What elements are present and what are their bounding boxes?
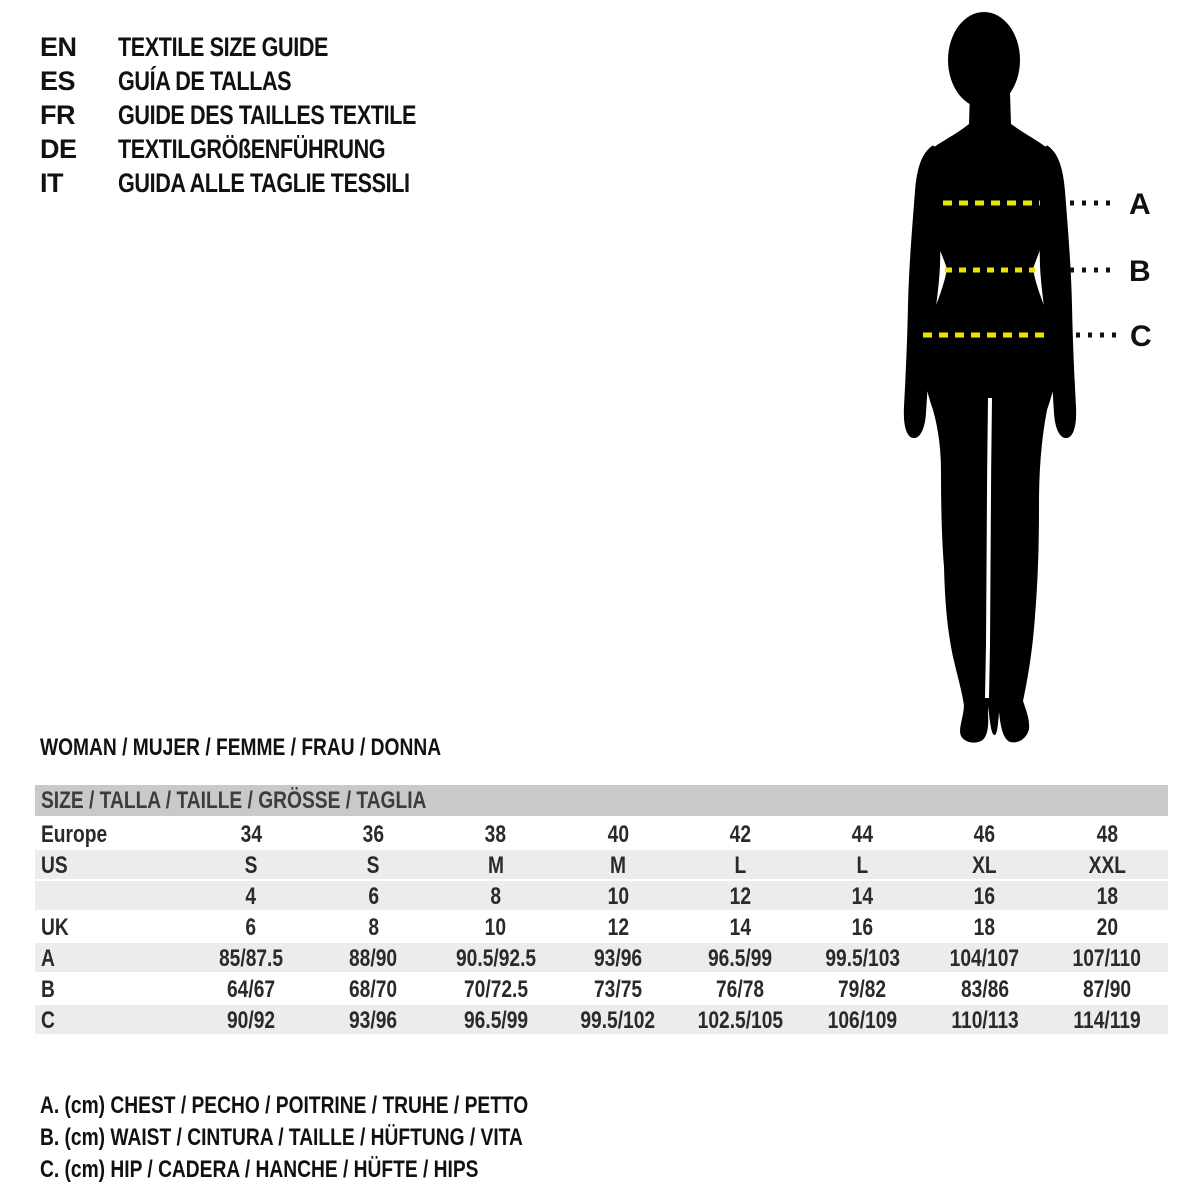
language-code: DE bbox=[40, 134, 77, 164]
size-cell: S bbox=[244, 852, 258, 879]
size-cell: 68/70 bbox=[349, 976, 398, 1003]
legend-hip: C. (cm) HIP / CADERA / HANCHE / HÜFTE / HIPS bbox=[40, 1156, 479, 1183]
measurement-figure bbox=[880, 0, 1200, 750]
language-title-list bbox=[40, 30, 491, 200]
language-code: FR bbox=[40, 100, 75, 130]
size-cell: 12 bbox=[729, 883, 751, 910]
size-cell: 14 bbox=[729, 914, 751, 941]
guide-title: TEXTILE SIZE GUIDE bbox=[118, 32, 329, 62]
size-cell: 40 bbox=[607, 821, 629, 848]
size-cell: 70/72.5 bbox=[463, 976, 528, 1003]
size-cell: 99.5/103 bbox=[824, 945, 900, 972]
size-cell: 18 bbox=[1096, 883, 1118, 910]
language-row-fr bbox=[40, 98, 491, 132]
size-cell: 110/113 bbox=[950, 1007, 1019, 1034]
legend-chest: A. (cm) CHEST / PECHO / POITRINE / TRUHE / PETTO bbox=[40, 1092, 529, 1119]
size-cell: 46 bbox=[973, 821, 996, 848]
size-cell: 36 bbox=[362, 821, 385, 848]
size-cell: 90.5/92.5 bbox=[455, 945, 536, 972]
size-row-us bbox=[35, 850, 1168, 881]
size-cell: 99.5/102 bbox=[580, 1007, 656, 1034]
size-cell: 10 bbox=[607, 883, 629, 910]
waist-label: B bbox=[1129, 255, 1151, 288]
size-cell: 48 bbox=[1096, 821, 1118, 848]
row-label: C bbox=[41, 1007, 55, 1034]
size-cell: 79/82 bbox=[838, 976, 887, 1003]
size-cell: 85/87.5 bbox=[219, 945, 284, 972]
size-cell: 10 bbox=[484, 914, 507, 941]
size-cell: 73/75 bbox=[593, 976, 642, 1003]
size-row-uk bbox=[35, 912, 1168, 943]
size-cell: 96.5/99 bbox=[708, 945, 773, 972]
size-cell: 102.5/105 bbox=[697, 1007, 783, 1034]
size-cell: 42 bbox=[729, 821, 751, 848]
size-cell: 114/119 bbox=[1073, 1007, 1141, 1034]
chest-label: A bbox=[1129, 188, 1151, 221]
size-cell: 104/107 bbox=[949, 945, 1020, 972]
size-cell: M bbox=[609, 852, 626, 879]
size-cell: 12 bbox=[607, 914, 629, 941]
guide-title: GUIDA ALLE TAGLIE TESSILI bbox=[118, 168, 410, 198]
size-cell: 90/92 bbox=[227, 1007, 276, 1034]
row-label: UK bbox=[41, 914, 69, 941]
section-title-woman: WOMAN / MUJER / FEMME / FRAU / DONNA bbox=[40, 734, 442, 761]
hip-label: C bbox=[1130, 320, 1152, 353]
size-cell: M bbox=[487, 852, 504, 879]
size-cell: 107/110 bbox=[1072, 945, 1142, 972]
size-table-header: SIZE / TALLA / TAILLE / GRÖSSE / TAGLIA bbox=[35, 785, 1168, 816]
guide-title: GUIDE DES TAILLES TEXTILE bbox=[118, 100, 417, 130]
language-code: EN bbox=[40, 32, 77, 62]
size-cell: 34 bbox=[240, 821, 262, 848]
language-code: IT bbox=[40, 168, 63, 198]
size-cell: 16 bbox=[973, 883, 996, 910]
legend-waist: B. (cm) WAIST / CINTURA / TAILLE / HÜFTUNG / VITA bbox=[40, 1124, 523, 1151]
woman-silhouette-icon bbox=[880, 0, 1200, 750]
measurement-legend bbox=[40, 1090, 650, 1186]
size-row-europe bbox=[35, 819, 1168, 850]
size-cell: 64/67 bbox=[227, 976, 276, 1003]
size-cell: 93/96 bbox=[349, 1007, 398, 1034]
guide-title: TEXTILGRÖßENFÜHRUNG bbox=[118, 134, 386, 164]
size-cell: L bbox=[856, 852, 869, 879]
size-cell: XXL bbox=[1088, 852, 1126, 879]
size-cell: 88/90 bbox=[349, 945, 398, 972]
size-row-chest-a bbox=[35, 943, 1168, 974]
size-row-us-numeric bbox=[35, 881, 1168, 912]
row-label: A bbox=[41, 945, 55, 972]
row-label: US bbox=[41, 852, 68, 879]
size-row-hip-c bbox=[35, 1005, 1168, 1036]
language-row-en bbox=[40, 30, 491, 64]
language-row-es bbox=[40, 64, 491, 98]
size-cell: L bbox=[734, 852, 746, 879]
size-table bbox=[35, 785, 1168, 1036]
size-row-waist-b bbox=[35, 974, 1168, 1005]
size-cell: XL bbox=[972, 852, 997, 879]
size-cell: 83/86 bbox=[960, 976, 1009, 1003]
row-label: Europe bbox=[41, 821, 108, 848]
language-code: ES bbox=[40, 66, 76, 96]
size-cell: 76/78 bbox=[716, 976, 765, 1003]
size-cell: 93/96 bbox=[593, 945, 642, 972]
row-label: B bbox=[41, 976, 55, 1003]
size-cell: S bbox=[366, 852, 380, 879]
size-cell: 18 bbox=[973, 914, 996, 941]
size-cell: 6 bbox=[245, 914, 257, 941]
language-row-de bbox=[40, 132, 491, 166]
size-cell: 14 bbox=[851, 883, 874, 910]
size-cell: 96.5/99 bbox=[463, 1007, 528, 1034]
size-cell: 16 bbox=[851, 914, 874, 941]
language-row-it bbox=[40, 166, 491, 200]
guide-title: GUÍA DE TALLAS bbox=[118, 66, 292, 96]
size-cell: 6 bbox=[368, 883, 379, 910]
size-cell: 38 bbox=[484, 821, 507, 848]
size-cell: 20 bbox=[1096, 914, 1118, 941]
size-cell: 106/109 bbox=[827, 1007, 898, 1034]
size-cell: 87/90 bbox=[1082, 976, 1131, 1003]
size-cell: 44 bbox=[851, 821, 874, 848]
size-cell: 4 bbox=[245, 883, 257, 910]
size-cell: 8 bbox=[490, 883, 501, 910]
size-cell: 8 bbox=[368, 914, 379, 941]
